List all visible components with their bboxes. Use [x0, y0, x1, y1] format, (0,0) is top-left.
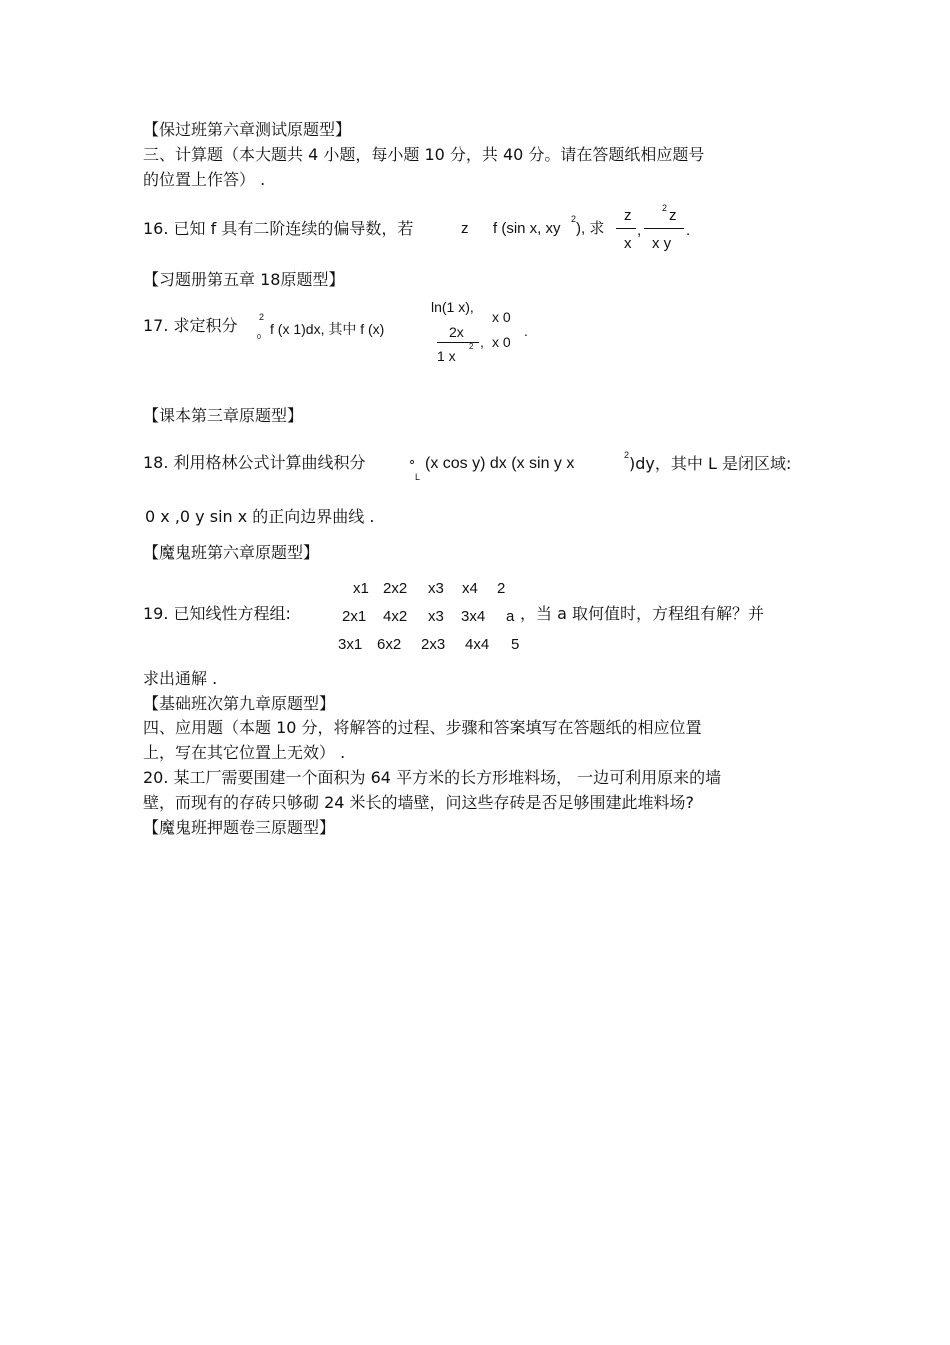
q18-sq: 2: [624, 450, 630, 460]
section-tag: 【保过班第六章测试原题型】: [143, 120, 352, 139]
q17-case2-den: 1 x: [437, 348, 456, 364]
section-tag: 【魔鬼班押题卷三原题型】: [143, 818, 336, 837]
part-heading-cont: 的位置上作答） .: [143, 170, 266, 189]
section-tag: 【课本第三章原题型】: [143, 406, 304, 425]
eq1-rhs: 2: [497, 580, 506, 597]
q16-num1: z: [624, 207, 632, 224]
q17-lower-limit: 0: [257, 334, 261, 341]
q16-close: ), 求: [576, 220, 605, 237]
q17-case2-comma: ,: [480, 334, 484, 350]
part-heading: 三、计算题（本大题共 4 小题，每小题 10 分，共 40 分。请在答题纸相应题号: [143, 145, 705, 164]
q16-num2: z: [669, 207, 677, 224]
q19-line2: 求出通解 .: [143, 669, 218, 688]
eq2-term-1: 2x1: [342, 608, 367, 625]
q16-num2-sup: 2: [662, 203, 668, 213]
q20-line1: 20. 某工厂需要围建一个面积为 64 平方米的长方形堆料场， 一边可利用原来的墙: [143, 768, 722, 787]
eq3-term-1: 3x1: [338, 636, 363, 653]
q18-expr: (x cos y) dx (x sin y x: [425, 455, 575, 472]
eq3-term-3: 2x3: [421, 636, 446, 653]
q18-expr2: )dy，其中 L 是闭区域:: [629, 454, 792, 473]
q16-den1: x: [624, 235, 632, 252]
part-heading-cont: 上，写在其它位置上无效） .: [143, 743, 346, 762]
q17-case1-cond: x 0: [492, 309, 511, 325]
q16-comma: ,: [637, 222, 642, 239]
q17-case2-cond: x 0: [492, 334, 511, 350]
eq2-term-3: x3: [428, 608, 444, 625]
q17-end: .: [524, 323, 528, 339]
eq3-term-2: 6x2: [377, 636, 402, 653]
eq1-term-3: x3: [428, 580, 444, 597]
q19-prefix: 19. 已知线性方程组:: [143, 604, 291, 623]
q20-line2: 壁，而现有的存砖只够砌 24 米长的墙壁，问这些存砖是否足够围建此堆料场?: [143, 793, 695, 812]
section-tag: 【基础班次第九章原题型】: [143, 694, 336, 713]
eq3-rhs: 5: [511, 636, 520, 653]
q18-contour-integral-icon: ∘: [408, 454, 417, 469]
q17-upper-limit: 2: [259, 312, 265, 322]
eq1-term-2: 2x2: [383, 580, 408, 597]
q18-region: 0 x ,0 y sin x 的正向边界曲线 .: [145, 507, 375, 526]
q17-prefix: 17. 求定积分: [143, 316, 238, 335]
q17-case1: ln(1 x),: [431, 299, 474, 315]
q16-func: f (sin x, xy: [493, 220, 561, 237]
q17-case2-sq: 2: [469, 342, 474, 351]
eq1-term-4: x4: [462, 580, 478, 597]
part-heading: 四、应用题（本题 10 分，将解答的过程、步骤和答案填写在答题纸的相应位置: [143, 718, 702, 737]
q16-sq: 2: [571, 214, 577, 224]
q16-z: z: [461, 220, 469, 237]
section-tag: 【习题册第五章 18原题型】: [143, 270, 345, 289]
q16-frac1-line: [616, 228, 636, 229]
eq3-term-4: 4x4: [465, 636, 490, 653]
q18-prefix: 18. 利用格林公式计算曲线积分: [143, 453, 366, 472]
eq2-term-4: 3x4: [461, 608, 486, 625]
eq2-rhs: a: [506, 608, 515, 625]
section-tag: 【魔鬼班第六章原题型】: [143, 543, 320, 562]
q18-contour-sub: L: [415, 472, 421, 482]
eq1-term-1: x1: [353, 580, 369, 597]
q16-frac2-line: [644, 228, 684, 229]
eq2-term-2: 4x2: [383, 608, 408, 625]
q16-den2: x y: [652, 235, 672, 252]
q16-prefix: 16. 已知 f 具有二阶连续的偏导数，若: [143, 219, 414, 238]
q19-suffix: ，当 a 取何值时，方程组有解？并: [520, 604, 764, 623]
q17-integrand: f (x 1)dx, 其中 f (x): [270, 321, 385, 337]
q17-case2-num: 2x: [449, 324, 464, 340]
q16-end: .: [686, 222, 691, 239]
